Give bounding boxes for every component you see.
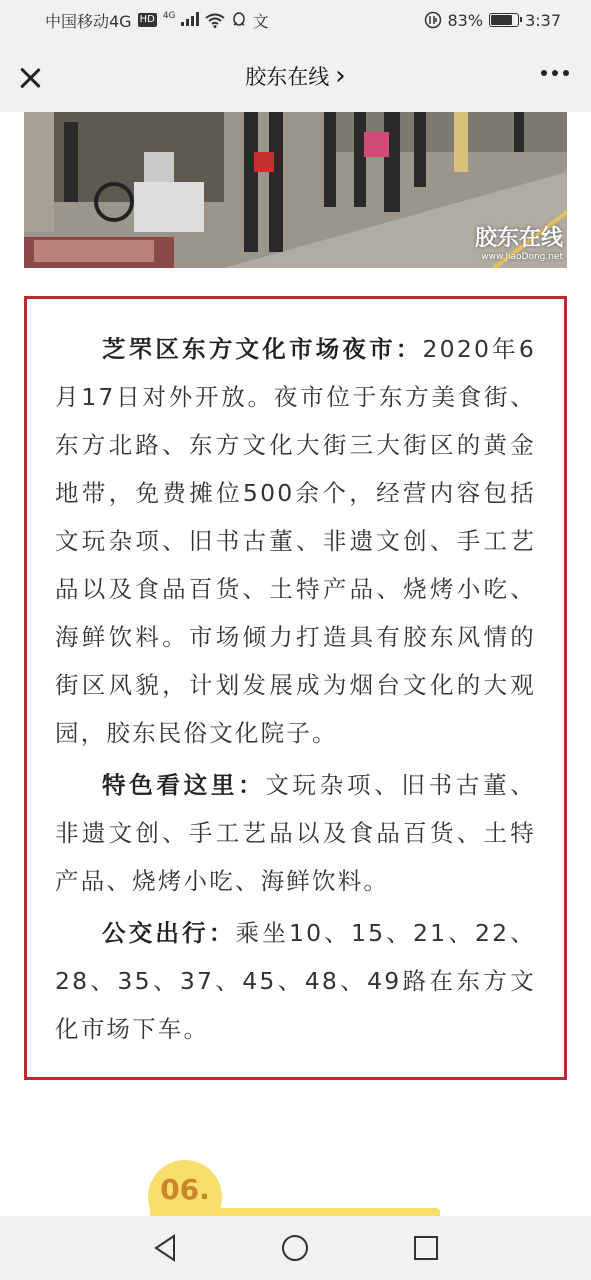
paragraph-label: 特色看这里： bbox=[102, 771, 266, 799]
paragraph-text: 文玩杂项、旧书古董、非遗文创、手工艺品以及食品百货、土特产品、烧烤小吃、海鲜饮料。 bbox=[55, 771, 537, 895]
recents-icon[interactable] bbox=[406, 1228, 446, 1268]
article-info-box bbox=[24, 296, 567, 1080]
system-nav-bar bbox=[0, 1216, 591, 1280]
article-paragraph-intro bbox=[55, 325, 536, 757]
article-paragraph-features bbox=[55, 761, 536, 905]
close-icon[interactable] bbox=[14, 62, 46, 94]
wifi-icon bbox=[205, 13, 225, 28]
section-number-badge: 06. bbox=[148, 1160, 222, 1234]
battery-level bbox=[491, 15, 512, 25]
battery-icon bbox=[489, 13, 519, 27]
status-left bbox=[45, 9, 269, 32]
signal-bars-icon bbox=[181, 12, 199, 26]
back-icon[interactable] bbox=[145, 1228, 185, 1268]
page-title: 胶东在线 bbox=[245, 65, 330, 89]
paragraph-text: 2020年6月17日对外开放。夜市位于东方美食街、东方北路、东方文化大街三大街区的黄金地带，免费摊位500余个，经营内容包括文玩杂项、旧书古董、非遗文创、手工艺品以及食品百货、土特产品、烧烤小吃、海鲜饮料。市场倾力打造具有胶东风情的街区风貌，计划发展成为烟台文化的大观园，胶东民俗文化院子。 bbox=[55, 335, 536, 747]
home-icon[interactable] bbox=[275, 1228, 315, 1268]
status-right bbox=[424, 11, 562, 30]
article-paragraph-transit bbox=[55, 909, 536, 1053]
status-bar bbox=[0, 0, 591, 40]
page-title-link[interactable] bbox=[245, 61, 345, 91]
ime-icon: 文 bbox=[252, 11, 269, 31]
signal-icon bbox=[163, 11, 199, 30]
watermark bbox=[475, 221, 563, 262]
network-type: 4G bbox=[162, 10, 176, 21]
watermark-url: www.JiaoDong.net bbox=[481, 252, 563, 262]
title-bar bbox=[0, 40, 591, 112]
battery-percent: 83% bbox=[447, 10, 484, 30]
qq-icon bbox=[231, 12, 247, 28]
watermark-logo: 胶东在线 bbox=[474, 226, 563, 251]
paragraph-label: 公交出行： bbox=[102, 919, 236, 947]
hd-badge: HD bbox=[139, 14, 155, 25]
paragraph-label: 芝罘区东方文化市场夜市： bbox=[102, 335, 423, 363]
carrier-label: 中国移动4G bbox=[45, 11, 132, 31]
more-options-icon[interactable] bbox=[541, 70, 569, 76]
chevron-right-icon: › bbox=[335, 61, 346, 91]
article-photo bbox=[24, 112, 567, 268]
data-saver-icon bbox=[424, 11, 442, 29]
clock: 3:37 bbox=[525, 10, 561, 30]
paragraph-text: 乘坐10、15、21、22、28、35、37、45、48、49路在东方文化市场下车。 bbox=[55, 919, 536, 1043]
